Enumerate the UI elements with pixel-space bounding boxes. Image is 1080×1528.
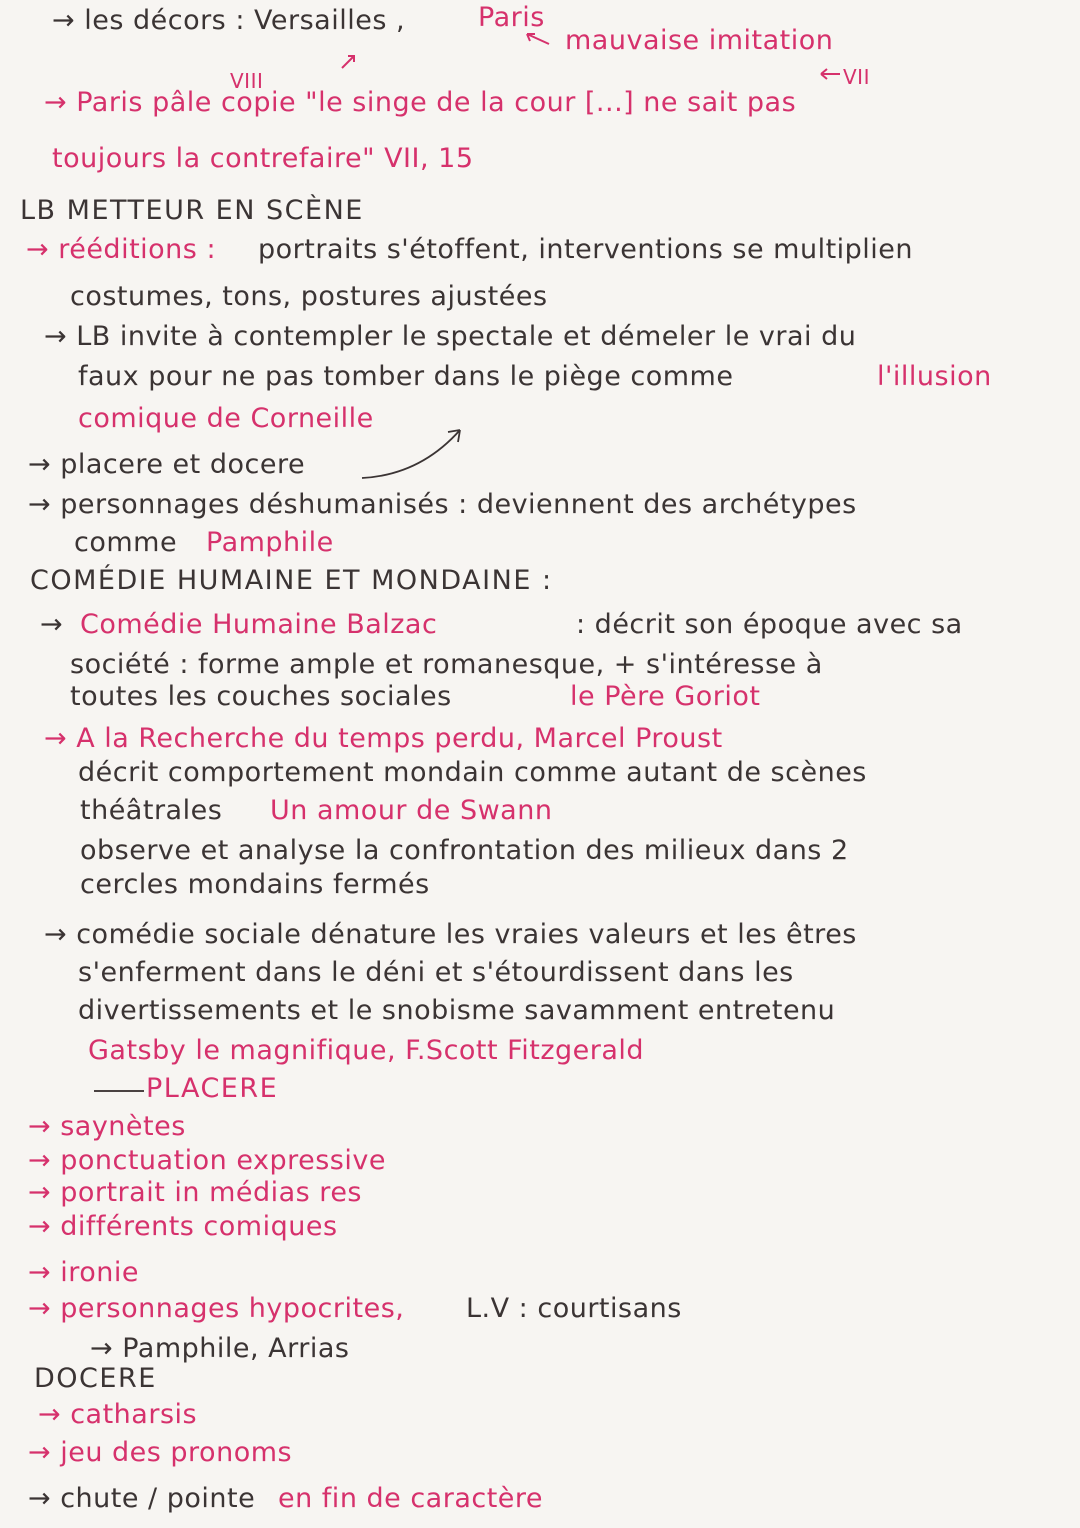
note-line: société : forme ample et romanesque, + s'intéresse à (70, 649, 823, 680)
note-line: → catharsis (38, 1399, 198, 1430)
note-line: → différents comiques (28, 1211, 338, 1242)
note-line: → chute / pointe (28, 1483, 256, 1514)
note-line: → les décors : Versailles , (52, 5, 406, 36)
note-line: → personnages déshumanisés : deviennent des archétypes (28, 489, 857, 520)
note-line: Comédie Humaine Balzac (80, 609, 438, 640)
note-line: → ponctuation expressive (28, 1145, 386, 1176)
note-line: : décrit son époque avec sa (576, 609, 963, 640)
note-line: comique de Corneille (78, 403, 374, 434)
note-line: Gatsby le magnifique, F.Scott Fitzgerald (88, 1035, 645, 1066)
note-line: divertissements et le snobisme savamment entretenu (78, 995, 836, 1026)
note-line: → (40, 609, 64, 640)
note-line: → ironie (28, 1257, 139, 1288)
arrow-icon (818, 67, 842, 81)
note-line: → Pamphile, Arrias (90, 1333, 350, 1364)
note-line: → saynètes (28, 1111, 186, 1142)
note-line: l'illusion (877, 361, 992, 392)
note-line: → rééditions : (26, 234, 217, 265)
note-line: → portrait in médias res (28, 1177, 362, 1208)
divider-line (94, 1090, 144, 1092)
note-line: → A la Recherche du temps perdu, Marcel Proust (44, 723, 723, 754)
section-heading: DOCERE (34, 1363, 157, 1394)
note-line: Paris (478, 2, 545, 33)
note-line: décrit comportement mondain comme autant de scènes (78, 757, 867, 788)
section-heading: PLACERE (146, 1073, 279, 1104)
note-line: comme (74, 527, 178, 558)
note-line: Un amour de Swann (270, 795, 553, 826)
note-line: costumes, tons, postures ajustées (70, 281, 548, 312)
arrow-icon (523, 30, 553, 50)
note-line: L.V : courtisans (466, 1293, 682, 1324)
note-annotation: VII (843, 65, 870, 89)
note-line: portraits s'étoffent, interventions se multiplien (258, 234, 914, 265)
note-line: en fin de caractère (278, 1483, 544, 1514)
section-heading: COMÉDIE HUMAINE ET MONDAINE : (30, 565, 553, 596)
section-heading: LB METTEUR EN SCÈNE (20, 195, 364, 226)
note-line: toutes les couches sociales (70, 681, 452, 712)
note-annotation: VIII (230, 69, 264, 93)
note-line: le Père Goriot (570, 681, 761, 712)
note-line: théâtrales (80, 795, 223, 826)
note-line: → personnages hypocrites, (28, 1293, 405, 1324)
note-line: observe et analyse la confrontation des milieux dans 2 (80, 835, 849, 866)
note-line: s'enferment dans le déni et s'étourdissent dans les (78, 957, 794, 988)
note-line: → jeu des pronoms (28, 1437, 293, 1468)
note-line: → placere et docere (28, 449, 306, 480)
note-line: → Paris pâle copie "le singe de la cour [...] ne sait pas (44, 87, 797, 118)
note-line: cercles mondains fermés (80, 869, 430, 900)
note-line: → comédie sociale dénature les vraies valeurs et les êtres (44, 919, 857, 950)
arrow-icon (360, 420, 470, 485)
note-line: toujours la contrefaire" VII, 15 (52, 143, 474, 174)
arrow-icon (340, 52, 360, 72)
note-line: mauvaise imitation (565, 25, 834, 56)
note-line: Pamphile (206, 527, 334, 558)
note-line: faux pour ne pas tomber dans le piège comme (78, 361, 734, 392)
note-line: → LB invite à contempler le spectale et démeler le vrai du (44, 321, 857, 352)
